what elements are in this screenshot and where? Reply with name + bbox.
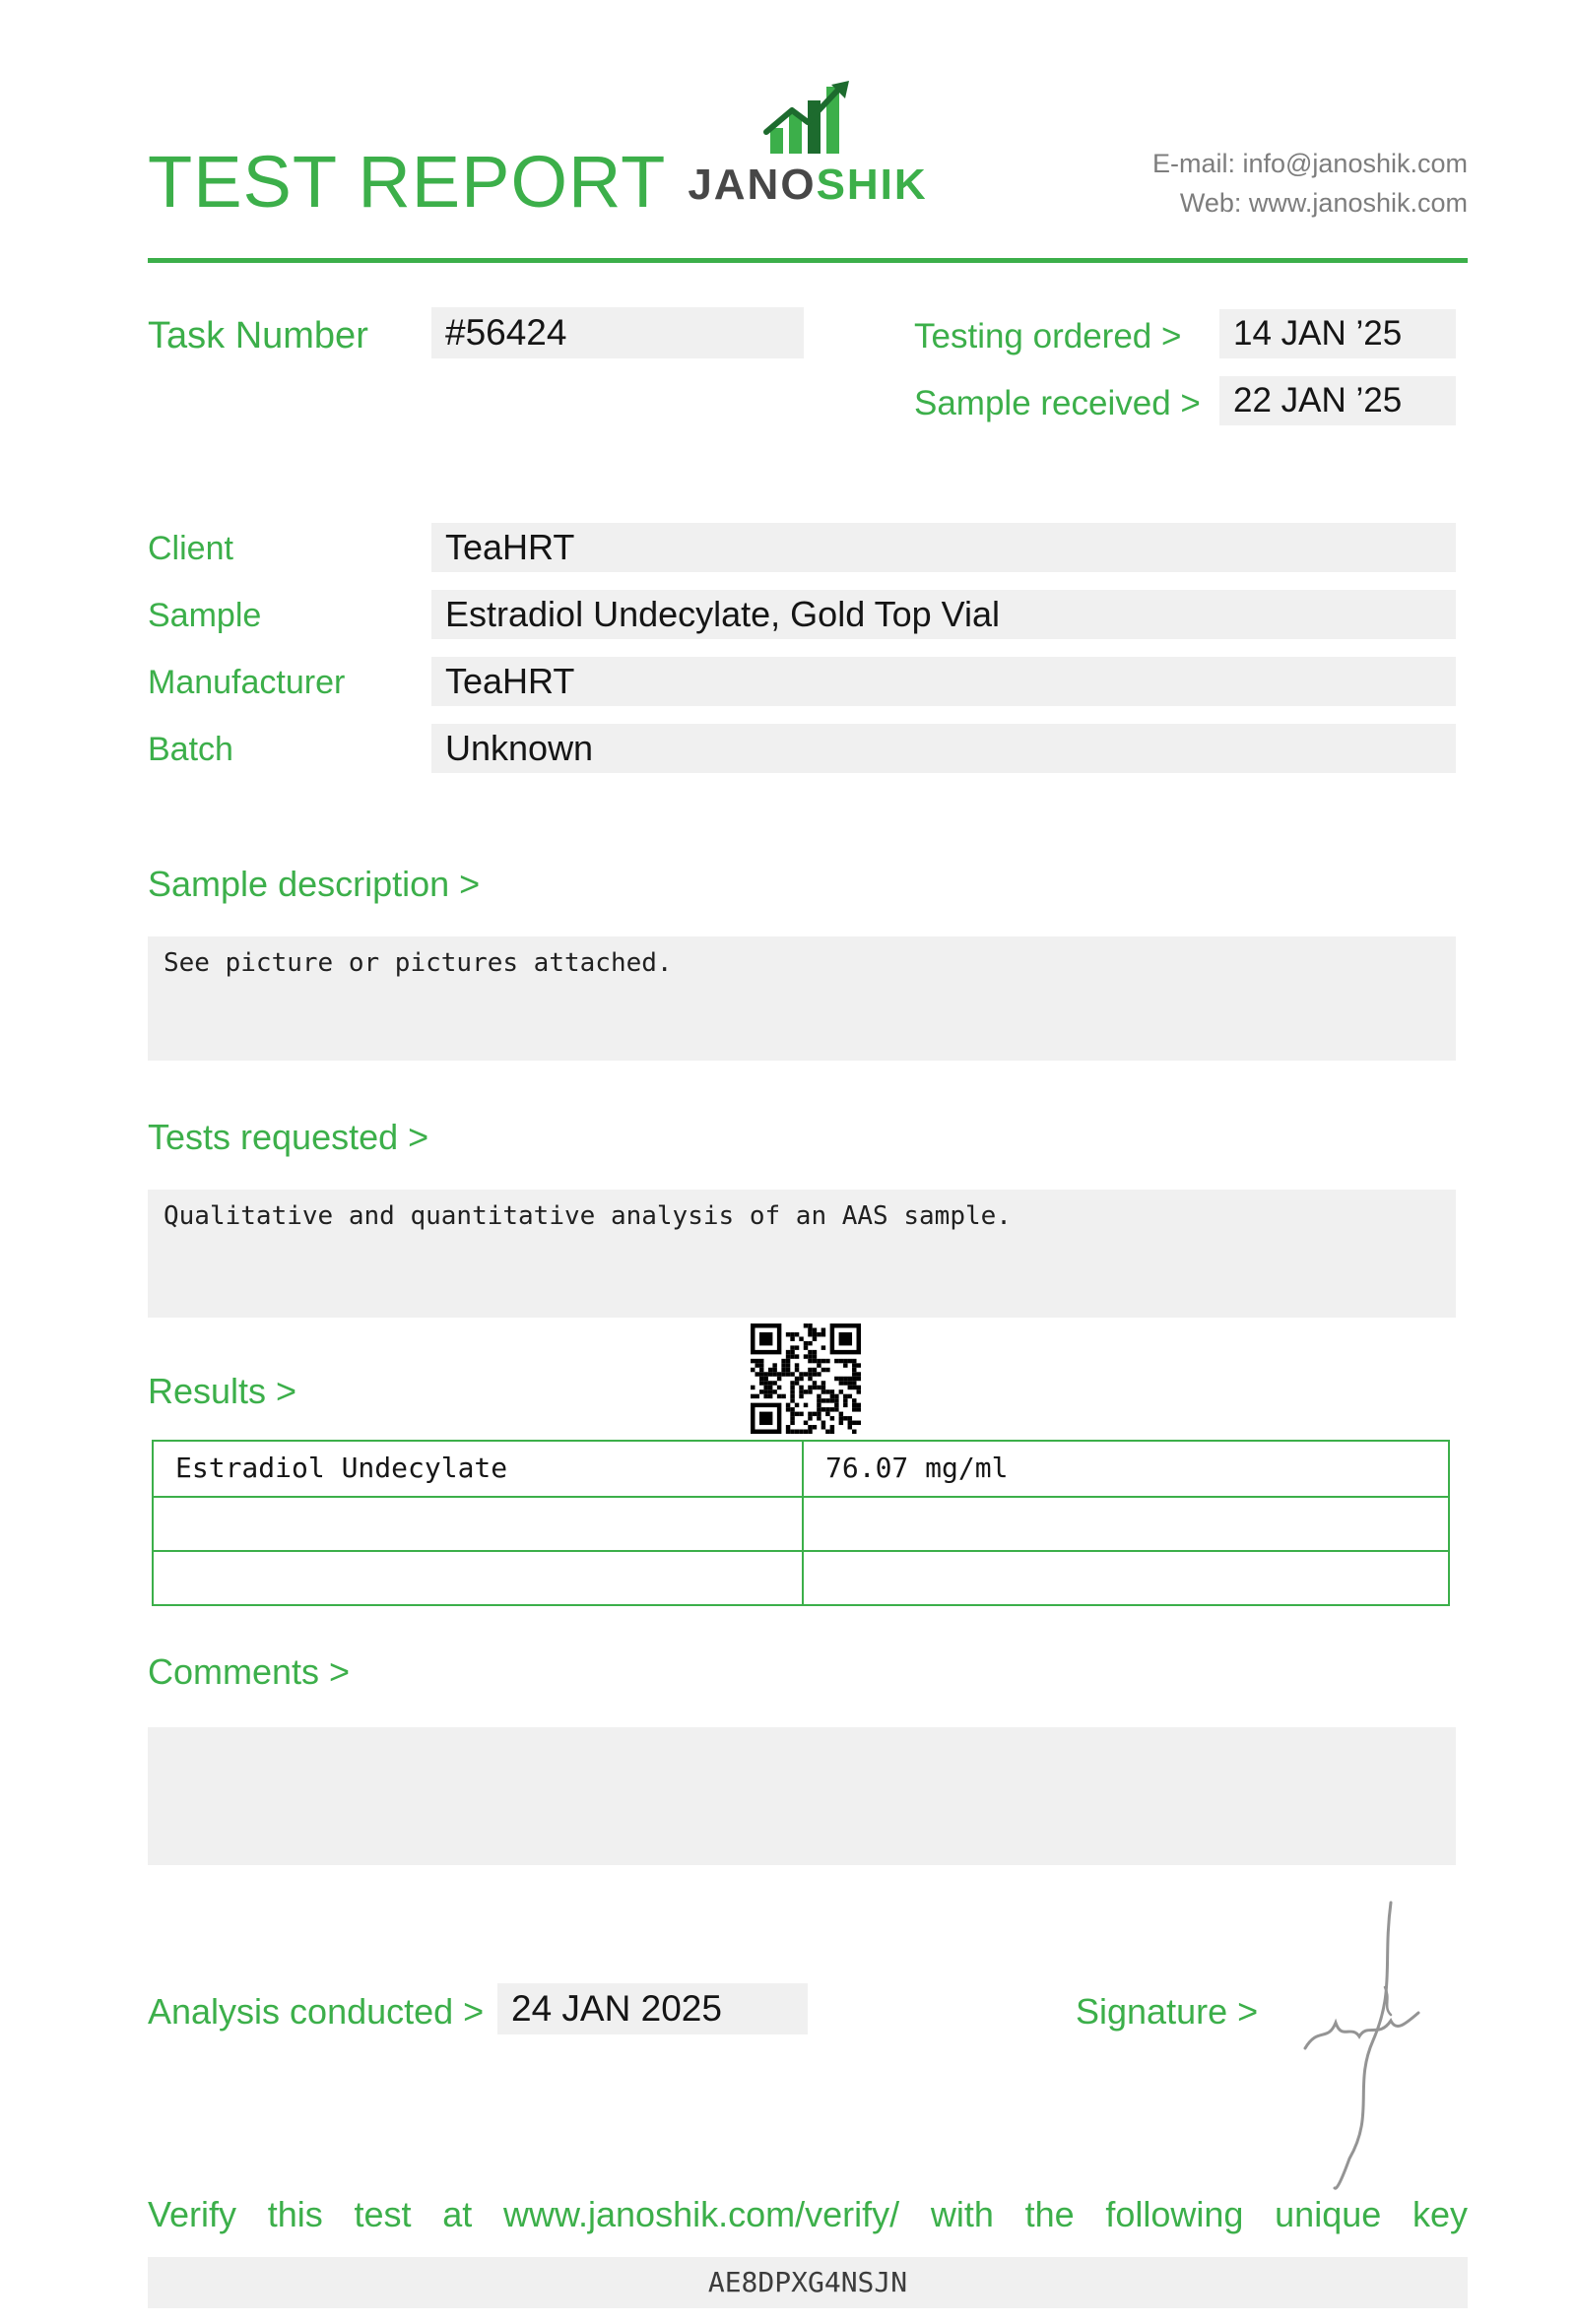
testing-ordered-label: Testing ordered > — [914, 317, 1182, 355]
logo-wordmark-dark: JANO — [688, 161, 817, 209]
sample-description-text: See picture or pictures attached. — [164, 948, 673, 978]
qr-code — [751, 1323, 861, 1434]
verify-text: Verify this test at www.janoshik.com/verify/ with the following unique key — [148, 2194, 1468, 2234]
client-label: Client — [148, 530, 233, 567]
result-name-cell: Estradiol Undecylate — [154, 1442, 804, 1496]
result-name-cell — [154, 1498, 804, 1550]
results-heading: Results > — [148, 1371, 297, 1411]
bar-chart-growth-icon — [685, 81, 931, 159]
results-table — [152, 1440, 1450, 1606]
result-value-cell — [804, 1498, 1448, 1550]
analysis-conducted-label: Analysis conducted > — [148, 1991, 485, 2032]
result-name-cell — [154, 1552, 804, 1604]
client-text: TeaHRT — [445, 527, 575, 567]
sample-text: Estradiol Undecylate, Gold Top Vial — [445, 594, 1000, 634]
tests-requested-heading: Tests requested > — [148, 1117, 429, 1157]
sample-received-value — [1219, 376, 1456, 425]
manufacturer-value — [431, 657, 1456, 706]
logo-wordmark-green: SHIK — [816, 161, 928, 209]
tests-requested-text: Qualitative and quantitative analysis of an AAS sample. — [164, 1201, 1012, 1231]
signature-image — [1290, 1893, 1448, 2193]
signature-label: Signature > — [1076, 1991, 1259, 2032]
logo-wordmark — [685, 161, 931, 210]
client-value — [431, 523, 1456, 572]
batch-text: Unknown — [445, 728, 594, 768]
testing-ordered-text: 14 JAN ’25 — [1233, 314, 1403, 353]
page-title: TEST REPORT — [148, 141, 667, 223]
sample-value — [431, 590, 1456, 639]
analysis-conducted-value — [497, 1983, 808, 2034]
task-number-value — [431, 307, 804, 358]
sample-label: Sample — [148, 597, 262, 634]
table-row — [154, 1550, 1448, 1604]
sample-received-label: Sample received > — [914, 384, 1201, 422]
verify-key: AE8DPXG4NSJN — [148, 2257, 1468, 2308]
comments-box — [148, 1727, 1456, 1865]
testing-ordered-value — [1219, 309, 1456, 358]
contact-web: Web: www.janoshik.com — [1179, 188, 1468, 218]
result-value-cell — [804, 1552, 1448, 1604]
comments-heading: Comments > — [148, 1651, 351, 1692]
task-number-label: Task Number — [148, 315, 368, 356]
header-divider — [148, 258, 1468, 263]
logo — [685, 81, 931, 210]
batch-label: Batch — [148, 731, 233, 768]
table-row — [154, 1442, 1448, 1496]
batch-value — [431, 724, 1456, 773]
tests-requested-box — [148, 1190, 1456, 1318]
sample-description-box — [148, 936, 1456, 1061]
table-row — [154, 1496, 1448, 1550]
sample-received-text: 22 JAN ’25 — [1233, 381, 1403, 420]
manufacturer-label: Manufacturer — [148, 664, 346, 701]
contact-block — [1152, 144, 1468, 223]
analysis-conducted-text: 24 JAN 2025 — [511, 1988, 722, 2029]
sample-description-heading: Sample description > — [148, 864, 481, 904]
manufacturer-text: TeaHRT — [445, 661, 575, 701]
task-number-text: #56424 — [445, 312, 567, 353]
result-value-cell: 76.07 mg/ml — [825, 1452, 1009, 1484]
contact-email: E-mail: info@janoshik.com — [1151, 149, 1468, 178]
